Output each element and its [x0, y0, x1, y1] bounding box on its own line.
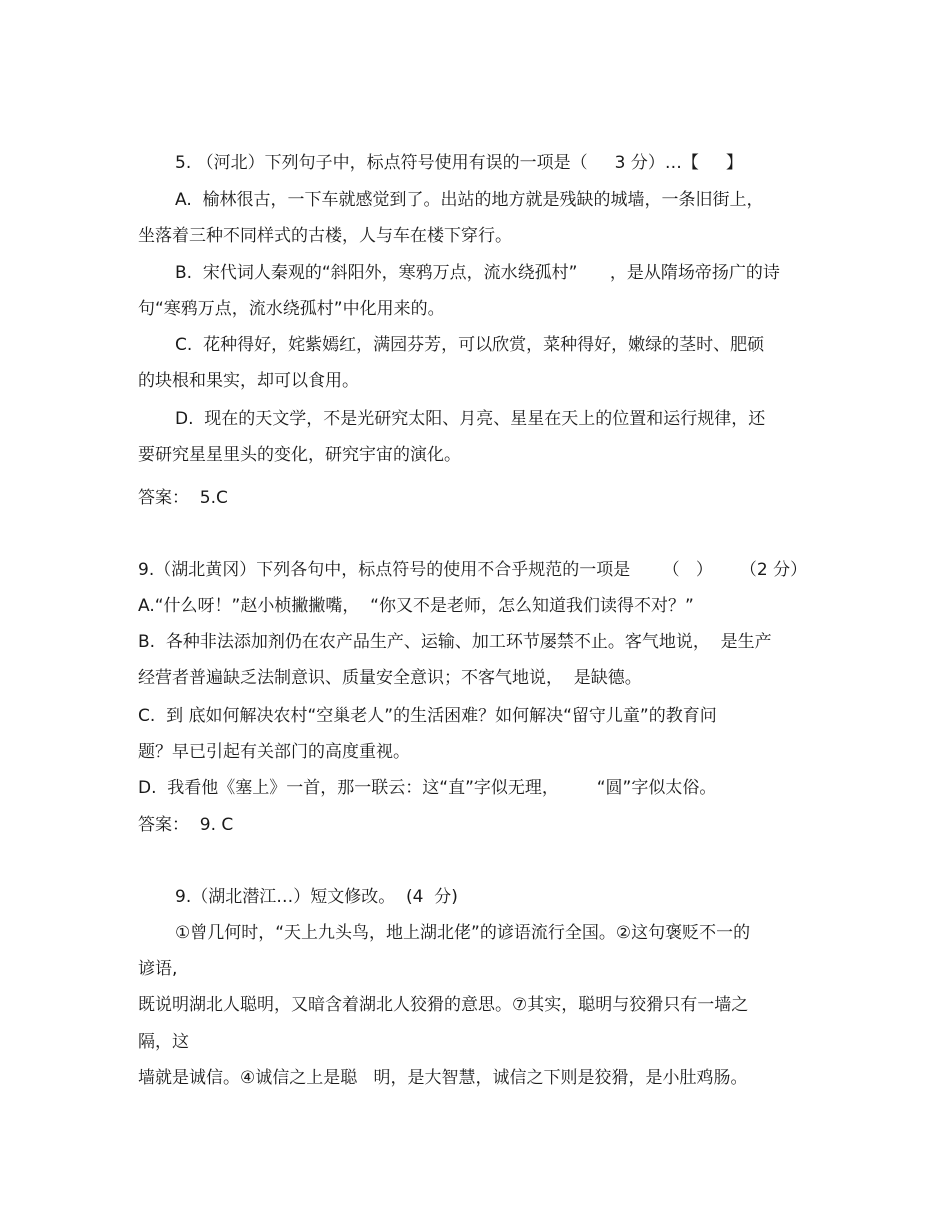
question-5-option-b: B. 宋代词人秦观的“斜阳外，寒鸦万点，流水绕孤村” ，是从隋场帝扬广的诗 [175, 263, 780, 283]
question-9a-option-c-cont: 题？早已引起有关部门的高度重视。 [138, 742, 410, 762]
question-9a-stem: 9.（湖北黄冈）下列各句中，标点符号的使用不合乎规范的一项是 （ ） （2 分） [138, 560, 808, 580]
question-9b-text-5: 墙就是诚信。④诚信之上是聪 明，是大智慧，诚信之下则是狡猾，是小肚鸡肠。 [138, 1068, 748, 1088]
question-9b-stem: 9.（湖北潜江…）短文修改。 (4 分) [175, 887, 458, 907]
question-5-option-a: A. 榆林很古，一下车就感觉到了。出站的地方就是残缺的城墙，一条旧街上， [175, 190, 764, 210]
question-9a-option-b: B. 各种非法添加剂仍在农产品生产、运输、加工环节屡禁不止。客气地说， 是生产 [138, 632, 772, 652]
question-5-option-c: C. 花种得好，姹紫嫣红，满园芬芳，可以欣赏，菜种得好，嫩绿的茎时、肥硕 [175, 335, 765, 355]
question-9b-text-3: 既说明湖北人聪明，又暗含着湖北人狡猾的意思。⑦其实，聪明与狡猾只有一墙之 [138, 995, 749, 1015]
question-9a-answer: 答案： 9. C [138, 815, 234, 835]
question-9b-text-2: 谚语, [138, 959, 178, 979]
question-9a-option-c: C. 到 底如何解决农村“空巢老人”的生活困难？如何解决“留守儿童”的教育问 [138, 706, 717, 726]
question-5-option-c-cont: 的块根和果实，却可以食用。 [138, 371, 359, 391]
question-9a-option-b-cont: 经营者普遍缺乏法制意识、质量安全意识；不客气地说， 是缺德。 [138, 668, 642, 688]
question-5-option-d: D. 现在的天文学，不是光研究太阳、月亮、星星在天上的位置和运行规律，还 [175, 409, 766, 429]
question-5-option-d-cont: 要研究星星里头的变化，研究宇宙的演化。 [138, 445, 461, 465]
question-9a-option-d: D. 我看他《塞上》一首，那一联云：这“直”字似无理， “圆”字似太俗。 [138, 778, 717, 798]
question-9b-text-1: ①曾几何时，“天上九头鸟，地上湖北佬”的谚语流行全国。②这句褒贬不一的 [175, 923, 751, 943]
question-5-stem: 5. （河北）下列句子中，标点符号使用有误的一项是（ 3 分）…【 】 [175, 153, 743, 173]
question-5-option-b-cont: 句“寒鸦万点，流水绕孤村”中化用来的。 [138, 299, 445, 319]
question-5-option-a-cont: 坐落着三种不同样式的古楼，人与车在楼下穿行。 [138, 226, 512, 246]
question-5-answer: 答案： 5.C [138, 488, 228, 508]
question-9b-text-4: 隔，这 [138, 1032, 189, 1052]
question-9a-option-a: A.“什么呀！”赵小桢撇撇嘴， “你又不是老师，怎么知道我们读得不对？” [138, 596, 694, 616]
